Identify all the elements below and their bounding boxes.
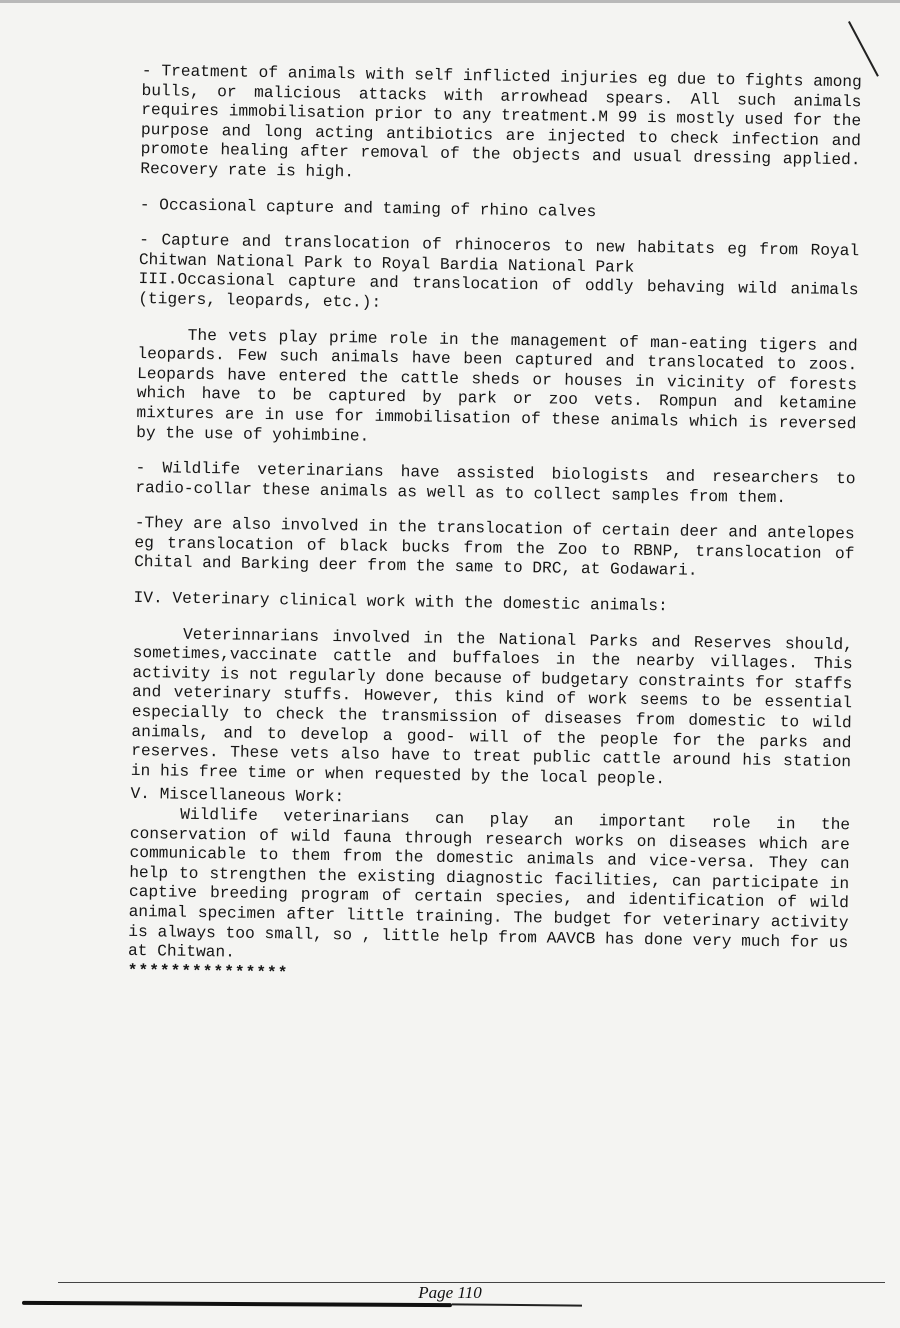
bottom-binding-stroke-tail <box>452 1303 582 1306</box>
paragraph-deer-translocation: -They are also involved in the translocation of certain deer and antelopes eg translocation of black bucks from the Zoo to RBNP, translocation of Chital and Barking deer from the same to DRC, at Godawari. <box>133 514 855 581</box>
paragraph-man-eaters: The vets play prime role in the management of man-eating tigers and leopards. Few such animals have been captured and translocated to zoos. Leopards have entered the cattle sheds or houses in vicinity of forests which have to be captured by park or zoo vets. Rompun and ketamine mixtures are in use for immobilisation of these animals which is reversed by the use of yohimbine. <box>136 326 858 446</box>
paragraph-rhino-calves: - Occasional capture and taming of rhino calves <box>139 195 597 221</box>
section-heading-iv: IV. Veterinary clinical work with the domestic animals: <box>133 588 668 616</box>
end-of-text-mark: *************** <box>127 961 289 983</box>
section-heading-iii: III.Occasional capture and translocation of oddly behaving wild animals (tigers, leopards, etc.): <box>138 270 869 312</box>
corner-pen-mark <box>848 21 879 77</box>
bottom-binding-stroke <box>22 1301 452 1307</box>
paragraph-domestic-animals: Veterinnarians involved in the National Parks and Reserves should, sometimes,vaccinate cattle and buffaloes in the nearby villages. This activity is not regularly done because of budgetary constraints for staffs and veterinary stuffs. However, this kind of work seems to be essential especially to check the transmission of diseases from domestic to wild animals, and to develop a good- will of the people for the parks and reserves. These vets also have to treat public cattle around his station in his free time or when requested by the local people. <box>130 625 854 789</box>
document-body <box>127 62 869 993</box>
paragraph-treatment-injuries: - Treatment of animals with self inflicted injuries eg due to fights among bulls, or malicious attacks with arrowhead spears. All such animals requires immobilisation prior to any treatment.M 99 is mostly used for the purpose and long acting antibiotics are injected to check infection and promote healing after removal of the objects and usual dressing applied. Recovery rate is high. <box>140 62 862 182</box>
paragraph-radio-collar: - Wildlife veterinarians have assisted biologists and researchers to radio-collar these animals as well as to collect samples from them. <box>135 459 856 507</box>
section-heading-v: V. Miscellaneous Work: <box>130 785 345 807</box>
paragraph-rhino-translocation: - Capture and translocation of rhinoceros to new habitats eg from Royal Chitwan National Park to Royal Bardia National Park <box>138 231 860 277</box>
paragraph-miscellaneous: Wildlife veterinarians can play an important role in the conservation of wild fauna through research works on diseases which are communicable to them from the domestic animals and vice-versa. They can help to strengthen the existing diagnostic facilities, can participate in captive breeding program of certain species, and identification of wild animal specimen after little training. The budget for veterinary activity is always too small, so , little help from AAVCB has done very much for us at Chitwan. <box>127 805 851 962</box>
top-edge-rule <box>0 0 900 3</box>
page-number: Page 110 <box>418 1283 482 1302</box>
